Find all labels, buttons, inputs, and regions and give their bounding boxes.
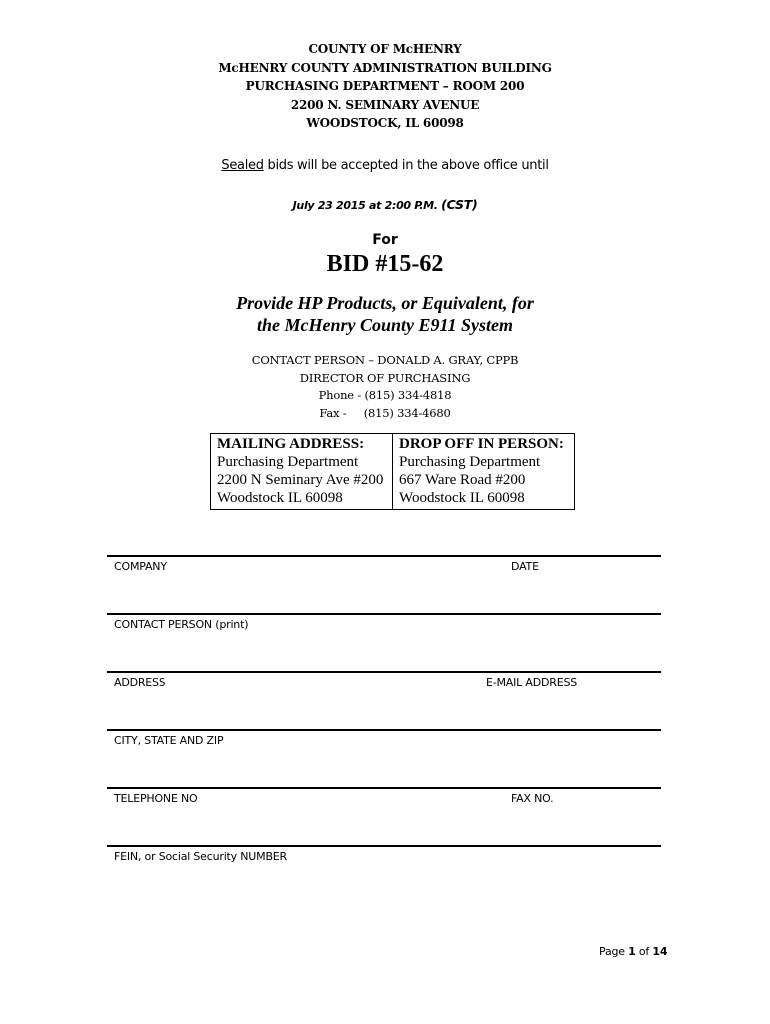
contact-person-label: CONTACT PERSON (print) [114, 618, 249, 631]
company-label: COMPANY [114, 560, 167, 573]
project-title [0, 292, 770, 336]
contact-role: DIRECTOR OF PURCHASING [299, 370, 471, 385]
fax-label: FAX NO. [511, 792, 554, 805]
email-label: E-MAIL ADDRESS [486, 676, 578, 689]
dropoff-address-line-3: Woodstock IL 60098 [399, 490, 525, 506]
bid-deadline [0, 197, 770, 212]
address-table [210, 433, 575, 510]
contact-person: CONTACT PERSON – DONALD A. GRAY, CPPB [251, 353, 519, 367]
header-county: COUNTY OF McHENRY [308, 42, 462, 56]
contact-block [0, 352, 770, 422]
mailing-address-cell [211, 434, 393, 510]
page-word: Page [599, 945, 629, 958]
page-current: 1 [628, 945, 636, 958]
page-of-word: of [635, 945, 653, 958]
city-state-zip-line[interactable] [107, 729, 661, 731]
deadline-date: July 23 2015 at 2:00 P.M. [292, 199, 442, 212]
address-label [114, 676, 165, 689]
for-label: For [372, 232, 398, 248]
mailing-address-line-3: Woodstock IL 60098 [217, 490, 343, 506]
fein-label: FEIN, or Social Security NUMBER [114, 850, 287, 863]
dropoff-address-heading: DROP OFF IN PERSON: [399, 436, 564, 452]
city-state-zip-label: CITY, STATE AND ZIP [114, 734, 224, 747]
agency-header [0, 40, 770, 133]
dropoff-address-line-2: 667 Ware Road #200 [399, 472, 526, 488]
dropoff-address-line-1: Purchasing Department [399, 454, 541, 470]
contact-person-line[interactable] [107, 613, 661, 615]
project-title-line-1: Provide HP Products, or Equivalent, for [236, 293, 534, 313]
contact-phone: Phone - (815) 334-4818 [318, 388, 452, 403]
mailing-address-line-2: 2200 N Seminary Ave #200 [217, 472, 384, 488]
contact-fax: Fax - (815) 334-4680 [319, 405, 451, 420]
company-line[interactable] [107, 555, 661, 557]
sealed-bids-notice [0, 158, 770, 173]
project-title-line-2: the McHenry County E911 System [256, 315, 514, 335]
mailing-address-line-1: Purchasing Department [217, 454, 359, 470]
bid-number: BID #15-62 [326, 251, 444, 277]
page-total: 14 [652, 945, 668, 958]
mailing-address-heading: MAILING ADDRESS: [217, 436, 365, 452]
sealed-rest: bids will be accepted in the above office until [263, 158, 549, 173]
deadline-timezone: (CST) [441, 197, 478, 212]
address-label-suffix: S [158, 676, 166, 689]
fein-line[interactable] [107, 845, 661, 847]
header-city: WOODSTOCK, IL 60098 [306, 116, 464, 130]
page-number [599, 945, 667, 958]
header-department: PURCHASING DEPARTMENT – ROOM 200 [245, 79, 525, 93]
address-line[interactable] [107, 671, 661, 673]
dropoff-address-cell [393, 434, 575, 510]
telephone-label: TELEPHONE NO [114, 792, 198, 805]
header-building: McHENRY COUNTY ADMINISTRATION BUILDING [218, 60, 552, 75]
header-street: 2200 N. SEMINARY AVENUE [290, 97, 480, 112]
sealed-word: Sealed [221, 158, 264, 173]
telephone-line[interactable] [107, 787, 661, 789]
date-label: DATE [511, 560, 539, 573]
address-label-main: ADDRES [114, 676, 159, 689]
